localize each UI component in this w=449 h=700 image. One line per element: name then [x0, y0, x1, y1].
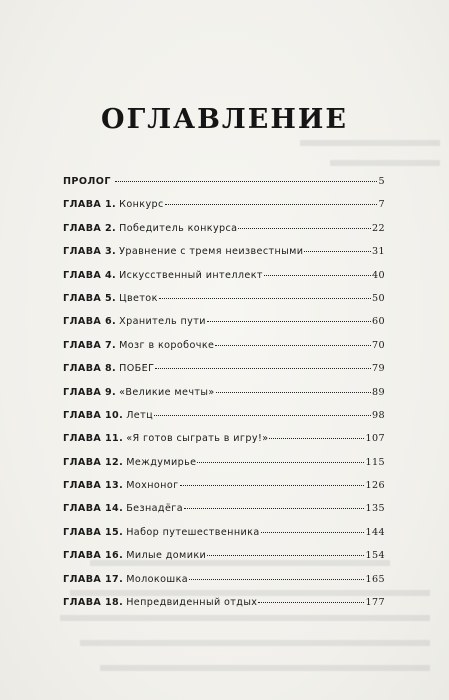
dot-leader [197, 462, 364, 463]
dot-leader [258, 602, 364, 603]
toc-page-number: 126 [365, 480, 385, 492]
toc-entry [63, 293, 385, 316]
dot-leader [207, 555, 364, 556]
bleed-line [100, 665, 430, 671]
table-of-contents [63, 176, 385, 620]
toc-chapter-label: ГЛАВА 18. [63, 597, 124, 609]
toc-heading: ОГЛАВЛЕНИЕ [101, 104, 348, 135]
dot-leader [115, 181, 378, 182]
toc-entry [63, 550, 385, 573]
toc-page-number: 135 [365, 503, 385, 515]
toc-page-number: 177 [365, 597, 385, 609]
toc-chapter-label: ГЛАВА 12. [63, 456, 124, 468]
toc-page-number: 144 [365, 526, 385, 538]
dot-leader [189, 579, 364, 580]
toc-entry [63, 387, 385, 410]
toc-chapter-title: Уравнение с тремя неизвестными [119, 246, 304, 258]
toc-chapter-label: ГЛАВА 2. [63, 222, 117, 234]
toc-chapter-title: Молокошка [126, 573, 189, 585]
bleed-line [80, 640, 430, 646]
toc-chapter-title: Безнадёга [126, 503, 183, 515]
bleed-line [300, 140, 440, 146]
toc-chapter-label: ГЛАВА 8. [63, 363, 117, 375]
dot-leader [304, 251, 371, 252]
dot-leader [269, 438, 364, 439]
toc-entry [63, 340, 385, 363]
toc-page-number: 115 [365, 456, 385, 468]
dot-leader [207, 321, 371, 322]
toc-chapter-title: Мозг в коробочке [119, 339, 215, 351]
toc-chapter-label: ГЛАВА 11. [63, 433, 124, 445]
toc-chapter-label: ГЛАВА 10. [63, 409, 124, 421]
toc-chapter-title: Летц [126, 409, 154, 421]
dot-leader [216, 392, 371, 393]
dot-leader [215, 345, 371, 346]
toc-chapter-title: Конкурс [119, 199, 164, 211]
toc-chapter-label: ГЛАВА 4. [63, 269, 117, 281]
toc-chapter-title: Междумирье [126, 456, 197, 468]
toc-entry [63, 527, 385, 550]
toc-chapter-title: Искусственный интеллект [119, 269, 263, 281]
toc-chapter-label: ГЛАВА 13. [63, 480, 124, 492]
toc-entry [63, 597, 385, 620]
toc-entry [63, 270, 385, 293]
toc-chapter-label: ГЛАВА 16. [63, 550, 124, 562]
toc-chapter-title: Милые домики [126, 550, 207, 562]
toc-chapter-label: ГЛАВА 17. [63, 573, 124, 585]
toc-page-number: 79 [371, 363, 385, 375]
toc-chapter-label: ГЛАВА 1. [63, 199, 117, 211]
toc-chapter-title: Хранитель пути [119, 316, 206, 328]
dot-leader [155, 368, 371, 369]
toc-page-number: 165 [365, 573, 385, 585]
toc-page-number: 5 [378, 176, 385, 187]
dot-leader [238, 228, 371, 229]
toc-chapter-title: ПОБЕГ [119, 363, 155, 375]
toc-chapter-label: ГЛАВА 9. [63, 386, 117, 398]
toc-page-number: 50 [371, 292, 385, 304]
dot-leader [261, 532, 365, 533]
toc-page-number: 98 [371, 409, 385, 421]
toc-chapter-label: ГЛАВА 15. [63, 526, 124, 538]
toc-chapter-label: ПРОЛОГ [63, 176, 111, 187]
toc-entry [63, 480, 385, 503]
dot-leader [154, 415, 371, 416]
toc-page-number: 107 [365, 433, 385, 445]
toc-chapter-title: Непредвиденный отдых [126, 597, 258, 609]
toc-page-number: 31 [371, 246, 385, 258]
dot-leader [264, 275, 371, 276]
toc-chapter-label: ГЛАВА 7. [63, 339, 117, 351]
toc-chapter-title: «Великие мечты» [119, 386, 215, 398]
toc-page-number: 40 [371, 269, 385, 281]
toc-chapter-label: ГЛАВА 14. [63, 503, 124, 515]
toc-chapter-title: Набор путешественника [126, 526, 260, 538]
toc-page-number: 89 [371, 386, 385, 398]
toc-entry [63, 246, 385, 269]
toc-page-number: 60 [371, 316, 385, 328]
dot-leader [184, 508, 365, 509]
toc-chapter-title: Мохноног [126, 480, 179, 492]
toc-entry [63, 574, 385, 597]
toc-entry [63, 316, 385, 339]
toc-entry [63, 199, 385, 222]
toc-chapter-label: ГЛАВА 5. [63, 292, 117, 304]
toc-page-number: 7 [378, 199, 385, 211]
toc-entry [63, 223, 385, 246]
toc-chapter-title: Цветок [119, 292, 158, 304]
toc-entry [63, 457, 385, 480]
bleed-line [330, 160, 440, 166]
toc-page-number: 70 [371, 339, 385, 351]
toc-page-number: 154 [365, 550, 385, 562]
toc-entry [63, 363, 385, 386]
dot-leader [180, 485, 365, 486]
toc-page-number: 22 [371, 222, 385, 234]
toc-chapter-title: Победитель конкурса [119, 222, 238, 234]
toc-entry [63, 410, 385, 433]
toc-chapter-title: «Я готов сыграть в игру!» [126, 433, 269, 445]
toc-entry [63, 176, 385, 199]
toc-chapter-label: ГЛАВА 3. [63, 246, 117, 258]
toc-entry [63, 433, 385, 456]
toc-chapter-label: ГЛАВА 6. [63, 316, 117, 328]
dot-leader [165, 204, 378, 205]
toc-entry [63, 503, 385, 526]
dot-leader [159, 298, 371, 299]
